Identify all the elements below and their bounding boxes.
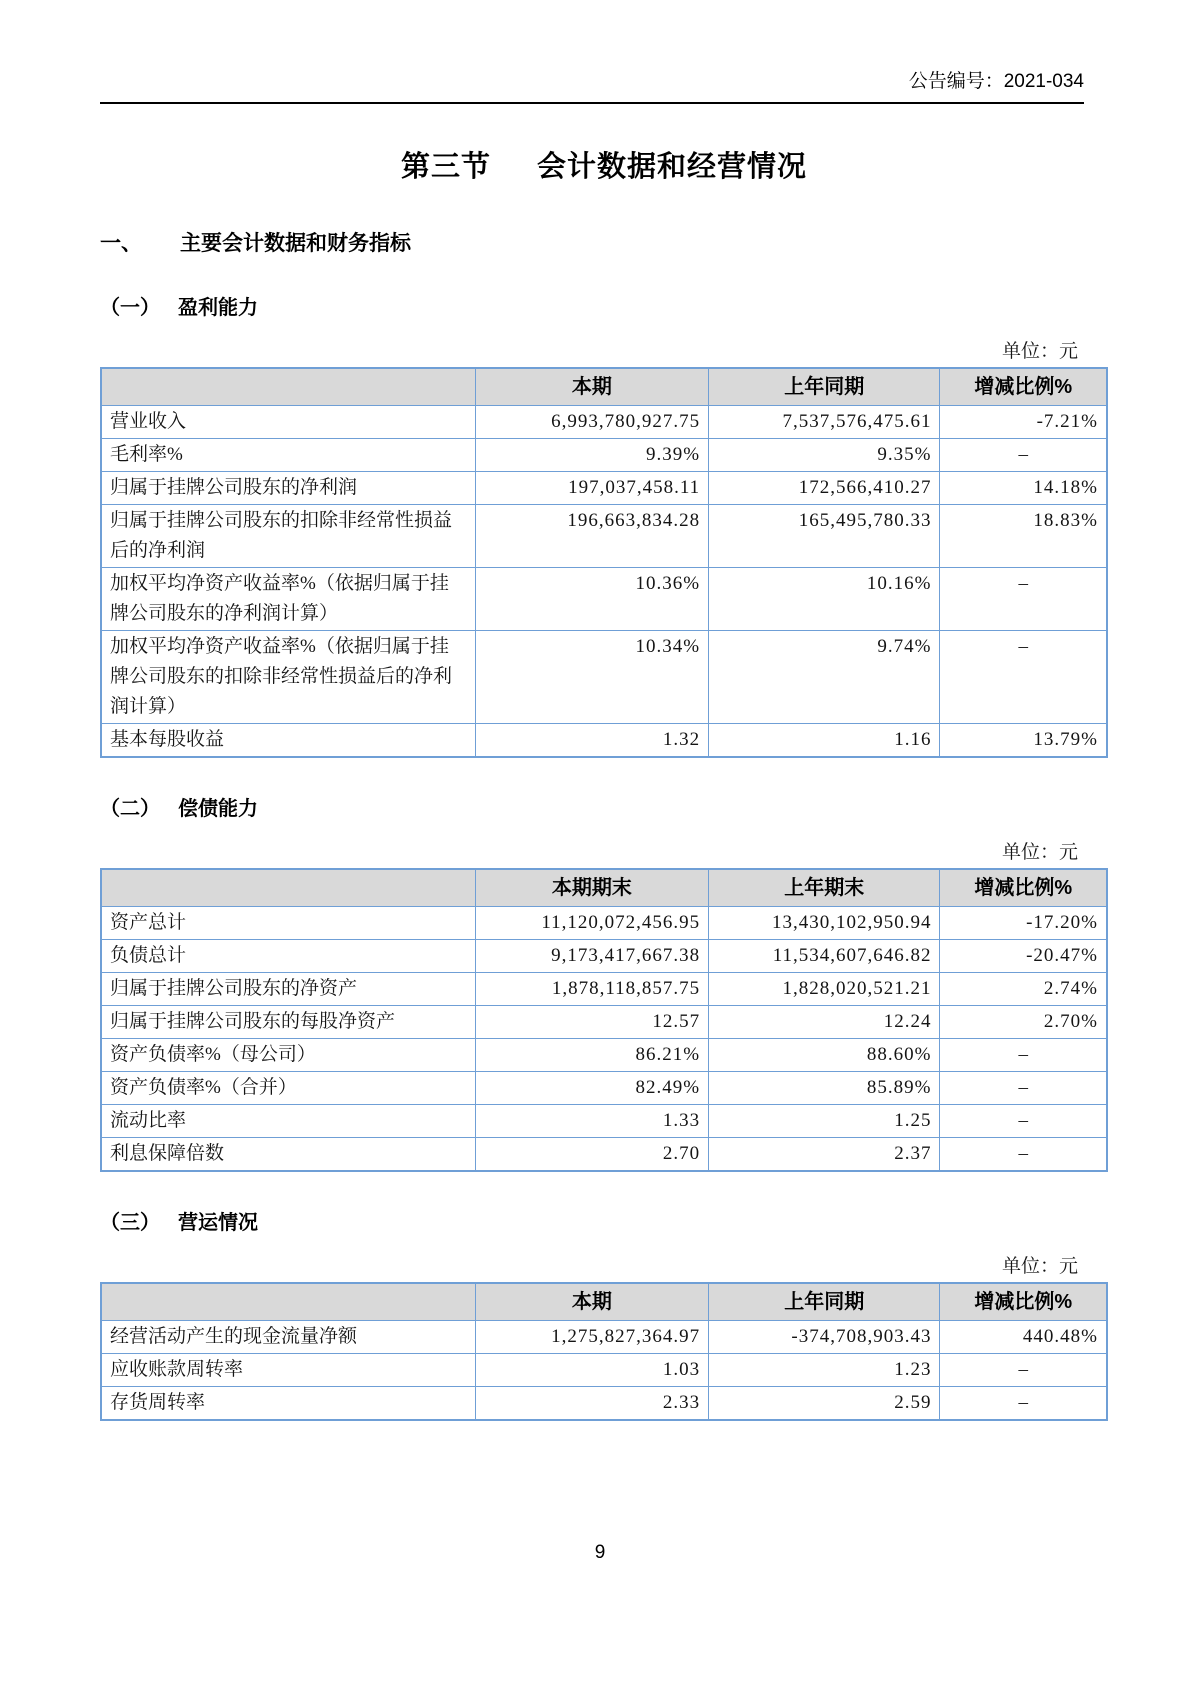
header-rule: [100, 102, 1084, 104]
page-number: 9: [594, 1542, 606, 1563]
row-label-cell: 负债总计: [101, 940, 475, 973]
row-label-cell: 毛利率%: [101, 439, 475, 472]
table-row: [101, 907, 1107, 940]
value-cell: 9.74%: [709, 631, 940, 724]
change-cell: –: [940, 1039, 1107, 1072]
change-cell: -7.21%: [940, 406, 1107, 439]
header-empty-cell: [101, 1283, 475, 1321]
value-cell: 2.70: [475, 1138, 708, 1172]
value-cell: 2.59: [709, 1387, 940, 1421]
column-header: 上年同期: [709, 1283, 940, 1321]
value-cell: 10.16%: [709, 568, 940, 631]
change-cell: –: [940, 631, 1107, 724]
column-header: 上年期末: [709, 869, 940, 907]
subsections-container: [100, 291, 1108, 1421]
subsection-heading: [100, 291, 1108, 320]
unit-label: 单位：元: [1001, 1256, 1078, 1277]
value-cell: 1.16: [709, 724, 940, 758]
unit-label: 单位：元: [1001, 842, 1078, 863]
change-cell: –: [940, 1105, 1107, 1138]
subsection-heading: [100, 1206, 1108, 1235]
change-cell: 13.79%: [940, 724, 1107, 758]
notice-number-value: 2021-034: [1003, 71, 1084, 92]
value-cell: 85.89%: [709, 1072, 940, 1105]
table-row: [101, 1138, 1107, 1172]
change-cell: –: [940, 1387, 1107, 1421]
section-heading: [100, 227, 1108, 257]
row-label-cell: 归属于挂牌公司股东的净资产: [101, 973, 475, 1006]
row-label-cell: 归属于挂牌公司股东的每股净资产: [101, 1006, 475, 1039]
financial-table: [100, 868, 1108, 1172]
table-row: [101, 1105, 1107, 1138]
table-row: [101, 1006, 1107, 1039]
row-label-cell: 基本每股收益: [101, 724, 475, 758]
table-row: [101, 1354, 1107, 1387]
value-cell: 11,120,072,456.95: [475, 907, 708, 940]
value-cell: 88.60%: [709, 1039, 940, 1072]
header-empty-cell: [101, 869, 475, 907]
row-label-cell: 营业收入: [101, 406, 475, 439]
table-row: [101, 1039, 1107, 1072]
notice-number-label: 公告编号：: [908, 71, 1004, 92]
value-cell: 1.25: [709, 1105, 940, 1138]
column-header: 本期: [475, 1283, 708, 1321]
table-row: [101, 1072, 1107, 1105]
change-cell: 440.48%: [940, 1321, 1107, 1354]
column-header: 上年同期: [709, 368, 940, 406]
row-label-cell: 利息保障倍数: [101, 1138, 475, 1172]
subsection-heading: [100, 792, 1108, 821]
value-cell: 1,828,020,521.21: [709, 973, 940, 1006]
column-header: 本期: [475, 368, 708, 406]
value-cell: 196,663,834.28: [475, 505, 708, 568]
value-cell: 172,566,410.27: [709, 472, 940, 505]
row-label-cell: 归属于挂牌公司股东的扣除非经常性损益后的净利润: [101, 505, 475, 568]
table-header-row: [101, 869, 1107, 907]
row-label-cell: 经营活动产生的现金流量净额: [101, 1321, 475, 1354]
change-cell: 2.74%: [940, 973, 1107, 1006]
page-title: [100, 144, 1108, 185]
value-cell: 2.33: [475, 1387, 708, 1421]
row-label-cell: 资产总计: [101, 907, 475, 940]
change-cell: –: [940, 1072, 1107, 1105]
value-cell: 165,495,780.33: [709, 505, 940, 568]
value-cell: 11,534,607,646.82: [709, 940, 940, 973]
table-header-row: [101, 1283, 1107, 1321]
subsection-number: （三）: [100, 1212, 160, 1234]
column-header: 增减比例%: [940, 368, 1107, 406]
change-cell: 18.83%: [940, 505, 1107, 568]
value-cell: 86.21%: [475, 1039, 708, 1072]
value-cell: 9,173,417,667.38: [475, 940, 708, 973]
value-cell: 82.49%: [475, 1072, 708, 1105]
value-cell: 1.03: [475, 1354, 708, 1387]
table-row: [101, 973, 1107, 1006]
subsection-title: 营运情况: [178, 1212, 258, 1234]
change-cell: –: [940, 1354, 1107, 1387]
table-row: [101, 1387, 1107, 1421]
column-header: 增减比例%: [940, 1283, 1107, 1321]
subsection-title: 盈利能力: [178, 297, 258, 319]
header-empty-cell: [101, 368, 475, 406]
column-header: 增减比例%: [940, 869, 1107, 907]
value-cell: 10.34%: [475, 631, 708, 724]
table-row: [101, 406, 1107, 439]
change-cell: -17.20%: [940, 907, 1107, 940]
subsection-title: 偿债能力: [178, 798, 258, 820]
value-cell: 12.24: [709, 1006, 940, 1039]
change-cell: 14.18%: [940, 472, 1107, 505]
change-cell: -20.47%: [940, 940, 1107, 973]
table-header-row: [101, 368, 1107, 406]
value-cell: 12.57: [475, 1006, 708, 1039]
section-number: 一、: [100, 232, 142, 255]
value-cell: 1,878,118,857.75: [475, 973, 708, 1006]
row-label-cell: 资产负债率%（母公司）: [101, 1039, 475, 1072]
value-cell: 197,037,458.11: [475, 472, 708, 505]
row-label-cell: 加权平均净资产收益率%（依据归属于挂牌公司股东的扣除非经常性损益后的净利润计算）: [101, 631, 475, 724]
page-title-chapter: 第三节: [400, 151, 491, 183]
table-row: [101, 568, 1107, 631]
value-cell: 9.35%: [709, 439, 940, 472]
value-cell: 7,537,576,475.61: [709, 406, 940, 439]
table-row: [101, 940, 1107, 973]
row-label-cell: 存货周转率: [101, 1387, 475, 1421]
value-cell: 1,275,827,364.97: [475, 1321, 708, 1354]
financial-table: [100, 1282, 1108, 1421]
value-cell: 13,430,102,950.94: [709, 907, 940, 940]
value-cell: 2.37: [709, 1138, 940, 1172]
row-label-cell: 加权平均净资产收益率%（依据归属于挂牌公司股东的净利润计算）: [101, 568, 475, 631]
change-cell: –: [940, 568, 1107, 631]
table-row: [101, 1321, 1107, 1354]
value-cell: 1.32: [475, 724, 708, 758]
table-row: [101, 724, 1107, 758]
table-row: [101, 505, 1107, 568]
table-row: [101, 472, 1107, 505]
page-title-text: 会计数据和经营情况: [537, 151, 808, 183]
change-cell: –: [940, 439, 1107, 472]
change-cell: –: [940, 1138, 1107, 1172]
row-label-cell: 资产负债率%（合并）: [101, 1072, 475, 1105]
value-cell: 6,993,780,927.75: [475, 406, 708, 439]
row-label-cell: 流动比率: [101, 1105, 475, 1138]
section-title: 主要会计数据和财务指标: [180, 232, 411, 255]
table-row: [101, 439, 1107, 472]
row-label-cell: 应收账款周转率: [101, 1354, 475, 1387]
subsection-number: （一）: [100, 297, 160, 319]
table-row: [101, 631, 1107, 724]
financial-table: [100, 367, 1108, 758]
subsection-number: （二）: [100, 798, 160, 820]
value-cell: 1.33: [475, 1105, 708, 1138]
document-header: [100, 66, 1084, 93]
value-cell: -374,708,903.43: [709, 1321, 940, 1354]
change-cell: 2.70%: [940, 1006, 1107, 1039]
value-cell: 1.23: [709, 1354, 940, 1387]
column-header: 本期期末: [475, 869, 708, 907]
unit-label: 单位：元: [1001, 341, 1078, 362]
value-cell: 9.39%: [475, 439, 708, 472]
row-label-cell: 归属于挂牌公司股东的净利润: [101, 472, 475, 505]
value-cell: 10.36%: [475, 568, 708, 631]
